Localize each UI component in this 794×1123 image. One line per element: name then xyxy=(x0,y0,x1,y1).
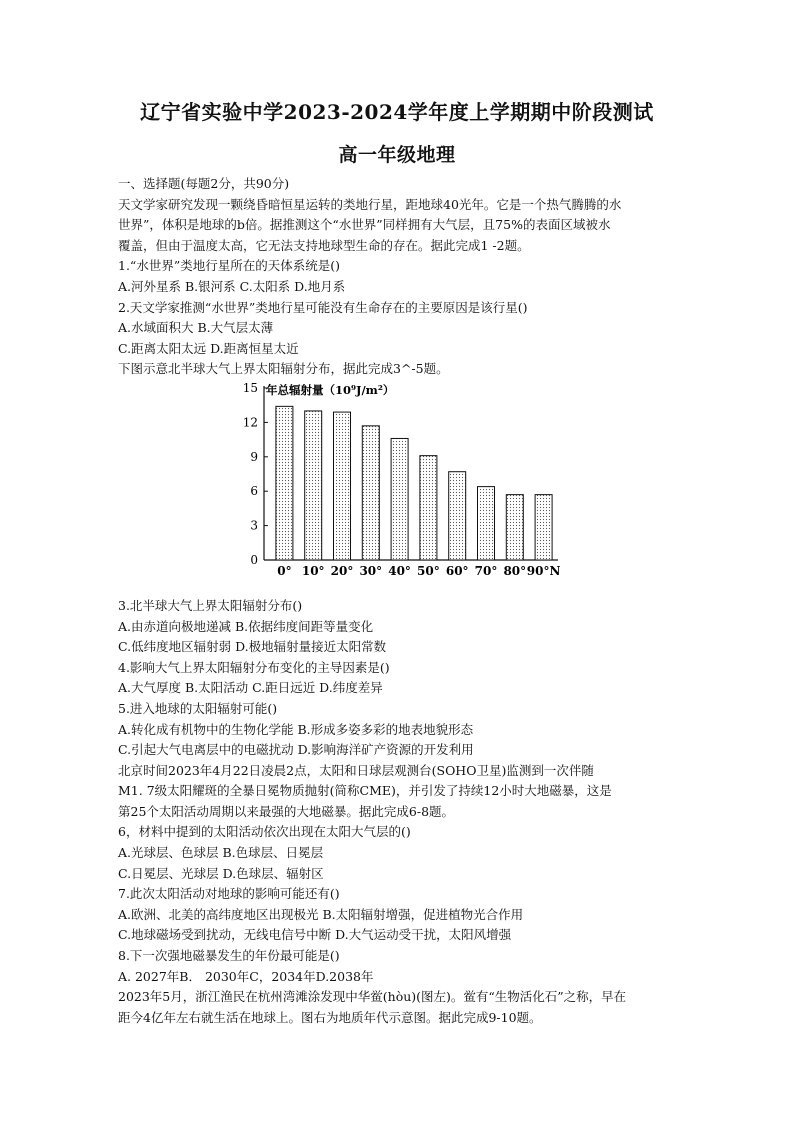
question-7-options: C.地球磁场受到扰动，无线电信号中断 D.大气运动受干扰，太阳风增强 xyxy=(118,927,512,943)
question-6-options: C.日冕层、光球层 D.色球层、辐射区 xyxy=(118,865,324,881)
question-8-stem: 8.下一次强地磁暴发生的年份最可能是() xyxy=(118,948,340,964)
x-tick-label: 80° xyxy=(503,563,527,578)
chart-title: 年总辐射量（10⁹J/m²） xyxy=(266,382,395,397)
bar xyxy=(391,438,408,560)
question-6-stem: 6，材料中提到的太阳活动依次出现在太阳大气层的() xyxy=(118,824,411,840)
bar xyxy=(449,472,466,560)
x-tick-label: 50° xyxy=(417,563,440,578)
document-body xyxy=(118,174,678,1028)
question-1-options: A.河外星系 B.银河系 C.太阳系 D.地月系 xyxy=(118,278,346,294)
bar xyxy=(276,406,293,560)
question-1-stem: 1.“水世界”类地行星所在的天体系统是() xyxy=(118,258,340,274)
question-2-stem: 2.天文学家推测“水世界”类地行星可能没有生命存在的主要原因是该行星() xyxy=(118,299,528,315)
question-3-stem: 3.北半球大气上界太阳辐射分布() xyxy=(118,597,303,613)
question-5-options: A.转化成有机物中的生物化学能 B.形成多姿多彩的地表地貌形态 xyxy=(118,721,474,737)
y-tick-label: 12 xyxy=(242,415,258,430)
x-tick-label: 10° xyxy=(301,563,325,578)
bar xyxy=(305,411,322,560)
section-heading: 一、选择题(每题2分，共90分) xyxy=(118,176,290,191)
x-tick-label: 30° xyxy=(359,563,383,578)
document-subtitle: 高一年级地理 xyxy=(338,144,456,166)
passage2-line: 北京时间2023年4月22日凌晨2点，太阳和日球层观测台(SOHO卫星)监测到一次伴随 xyxy=(118,762,594,778)
y-tick-label: 0 xyxy=(250,552,258,567)
x-tick-label: 20° xyxy=(330,563,354,578)
question-3-options: A.由赤道向极地递减 B.依据纬度间距等量变化 xyxy=(118,618,374,634)
x-tick-label: 0° xyxy=(277,563,292,578)
y-tick-label: 15 xyxy=(242,380,258,395)
question-2-options: C.距离太阳太远 D.距离恒星太近 xyxy=(118,340,299,356)
x-tick-label: 70° xyxy=(474,563,498,578)
question-3-options: C.低纬度地区辐射弱 D.极地辐射量接近太阳常数 xyxy=(118,639,387,655)
bar xyxy=(362,426,379,560)
question-8-options: A. 2027年B． 2030年C，2034年D.2038年 xyxy=(118,968,374,984)
passage1-line: 世界”，体积是地球的b倍。据推测这个“水世界”同样拥有大气层，且75%的表面区域被水 xyxy=(118,217,611,233)
question-6-options: A.光球层、色球层 B.色球层、日冕层 xyxy=(118,845,324,861)
question-5-options: C.引起大气电离层中的电磁扰动 D.影响海洋矿产资源的开发利用 xyxy=(118,742,474,758)
bar xyxy=(506,495,523,560)
passage1-line: 天文学家研究发现一颗绕昏暗恒星运转的类地行星，距地球40光年。它是一个热气腾腾的水 xyxy=(118,196,622,212)
chart-svg xyxy=(236,380,566,596)
y-tick-label: 3 xyxy=(250,518,258,533)
y-tick-label: 6 xyxy=(250,484,258,499)
bar xyxy=(535,495,552,560)
question-7-stem: 7.此次太阳活动对地球的影响可能还有() xyxy=(118,886,340,902)
passage1-line: 覆盖，但由于温度太高，它无法支持地球型生命的存在。据此完成1 -2题。 xyxy=(118,237,530,253)
passage2-line: 第25个太阳活动周期以来最强的大地磁暴。据此完成6-8题。 xyxy=(118,803,455,819)
solar-radiation-chart xyxy=(118,380,678,596)
question-4-options: A.大气厚度 B.太阳活动 C.距日远近 D.纬度差异 xyxy=(118,680,383,696)
passage2-line: M1. 7级太阳耀斑的全暴日冕物质抛射(简称CME)，并引发了持续12小时大地磁暴，这是 xyxy=(118,783,612,799)
document-title: 辽宁省实验中学2023-2024学年度上学期期中阶段测试 xyxy=(140,100,654,124)
x-tick-label: 60° xyxy=(445,563,469,578)
question-2-options: A.水域面积大 B.大气层太薄 xyxy=(118,320,274,336)
passage3-line: 距今4亿年左右就生活在地球上。图右为地质年代示意图。据此完成9-10题。 xyxy=(118,1009,542,1025)
x-tick-label: 90°N xyxy=(526,563,561,578)
x-tick-label: 40° xyxy=(388,563,411,578)
bar xyxy=(334,412,351,560)
question-7-options: A.欧洲、北美的高纬度地区出现极光 B.太阳辐射增强，促进植物光合作用 xyxy=(118,906,524,922)
chart-intro: 下图示意北半球大气上界太阳辐射分布，据此完成3^-5题。 xyxy=(118,361,449,377)
bar xyxy=(478,487,495,560)
question-5-stem: 5.进入地球的太阳辐射可能() xyxy=(118,700,278,716)
y-tick-label: 9 xyxy=(250,449,258,464)
bar xyxy=(420,456,437,560)
passage3-line: 2023年5月，浙江渔民在杭州湾滩涂发现中华鲎(hòu)(图左)。鲎有“生物活化石”之称，早在 xyxy=(118,989,627,1005)
question-4-stem: 4.影响大气上界太阳辐射分布变化的主导因素是() xyxy=(118,659,390,675)
